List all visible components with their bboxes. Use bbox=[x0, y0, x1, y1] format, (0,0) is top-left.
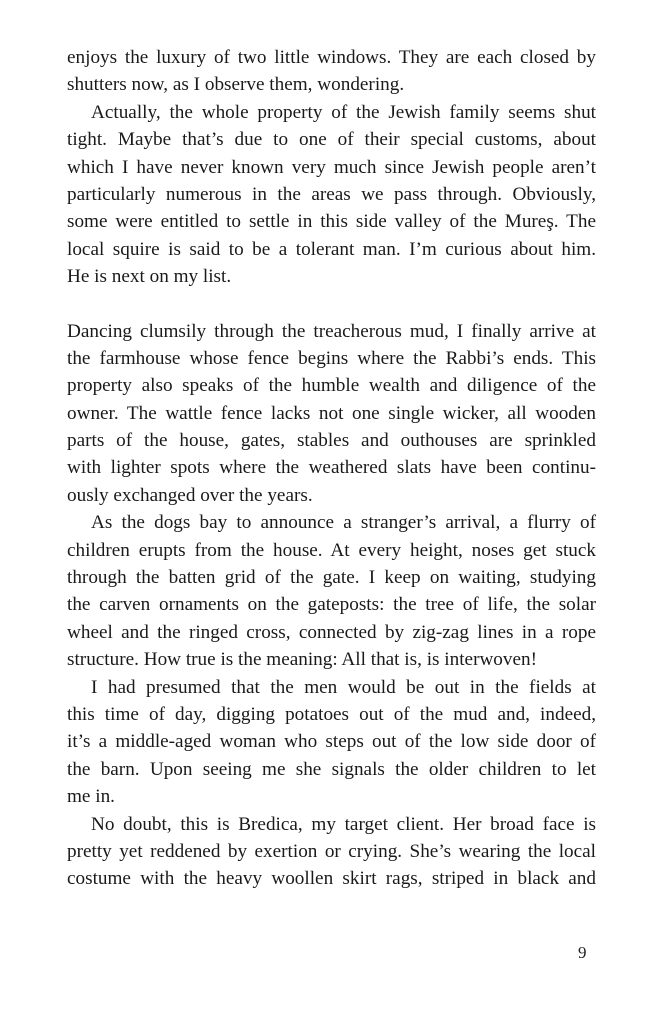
text-line: the carven ornaments on the gateposts: the tree of life, the solar bbox=[67, 594, 596, 616]
text-line: this time of day, digging potatoes out of the mud and, indeed, bbox=[67, 703, 596, 725]
text-line: wheel and the ringed cross, connected by zig-zag lines in a rope bbox=[67, 621, 596, 643]
paragraph bbox=[67, 99, 596, 291]
text-line: with lighter spots where the weathered slats have been continu- bbox=[67, 457, 596, 479]
text-line: pretty yet reddened by exertion or crying. She’s wearing the local bbox=[67, 840, 596, 862]
paragraph bbox=[67, 811, 596, 893]
text-line: Actually, the whole property of the Jewish family seems shut bbox=[91, 101, 596, 123]
text-line: As the dogs bay to announce a stranger’s arrival, a flurry of bbox=[91, 512, 596, 534]
text-line: tight. Maybe that’s due to one of their special customs, about bbox=[67, 129, 596, 151]
text-line: No doubt, this is Bredica, my target client. Her broad face is bbox=[91, 813, 596, 835]
text-line: ously exchanged over the years. bbox=[67, 484, 313, 506]
text-line: enjoys the luxury of two little windows. They are each closed by bbox=[67, 47, 596, 68]
text-line: structure. How true is the meaning: All that is, is interwoven! bbox=[67, 649, 537, 671]
text-line: the barn. Upon seeing me she signals the older children to let bbox=[67, 758, 596, 780]
text-line: through the batten grid of the gate. I keep on waiting, studying bbox=[67, 567, 596, 589]
text-line: the farmhouse whose fence begins where the Rabbi’s ends. This bbox=[67, 347, 596, 369]
text-line: particularly numerous in the areas we pass through. Obviously, bbox=[67, 183, 596, 205]
text-line: which I have never known very much since Jewish people aren’t bbox=[67, 156, 596, 178]
text-line: some were entitled to settle in this side valley of the Mureş. The bbox=[67, 211, 596, 233]
text-line: it’s a middle-aged woman who steps out of the low side door of bbox=[67, 731, 596, 753]
paragraph bbox=[67, 509, 596, 673]
text-line: Dancing clumsily through the treacherous mud, I finally arrive at bbox=[67, 320, 596, 342]
page-body bbox=[67, 44, 596, 893]
text-line: property also speaks of the humble wealth and diligence of the bbox=[67, 375, 596, 397]
text-line: parts of the house, gates, stables and outhouses are sprinkled bbox=[67, 430, 596, 452]
paragraph bbox=[67, 44, 596, 99]
text-line: shutters now, as I observe them, wondering. bbox=[67, 74, 405, 96]
paragraph bbox=[67, 318, 596, 510]
text-line: children erupts from the house. At every height, noses get stuck bbox=[67, 539, 596, 561]
paragraph bbox=[67, 674, 596, 811]
section-break bbox=[67, 291, 596, 318]
text-line: costume with the heavy woollen skirt rags, striped in black and bbox=[67, 868, 596, 890]
text-line: owner. The wattle fence lacks not one single wicker, all wooden bbox=[67, 402, 596, 424]
text-line: me in. bbox=[67, 786, 115, 808]
text-line: local squire is said to be a tolerant man. I’m curious about him. bbox=[67, 238, 596, 260]
page-number: 9 bbox=[578, 943, 587, 962]
text-line: He is next on my list. bbox=[67, 266, 232, 288]
text-line: I had presumed that the men would be out in the fields at bbox=[91, 676, 596, 698]
